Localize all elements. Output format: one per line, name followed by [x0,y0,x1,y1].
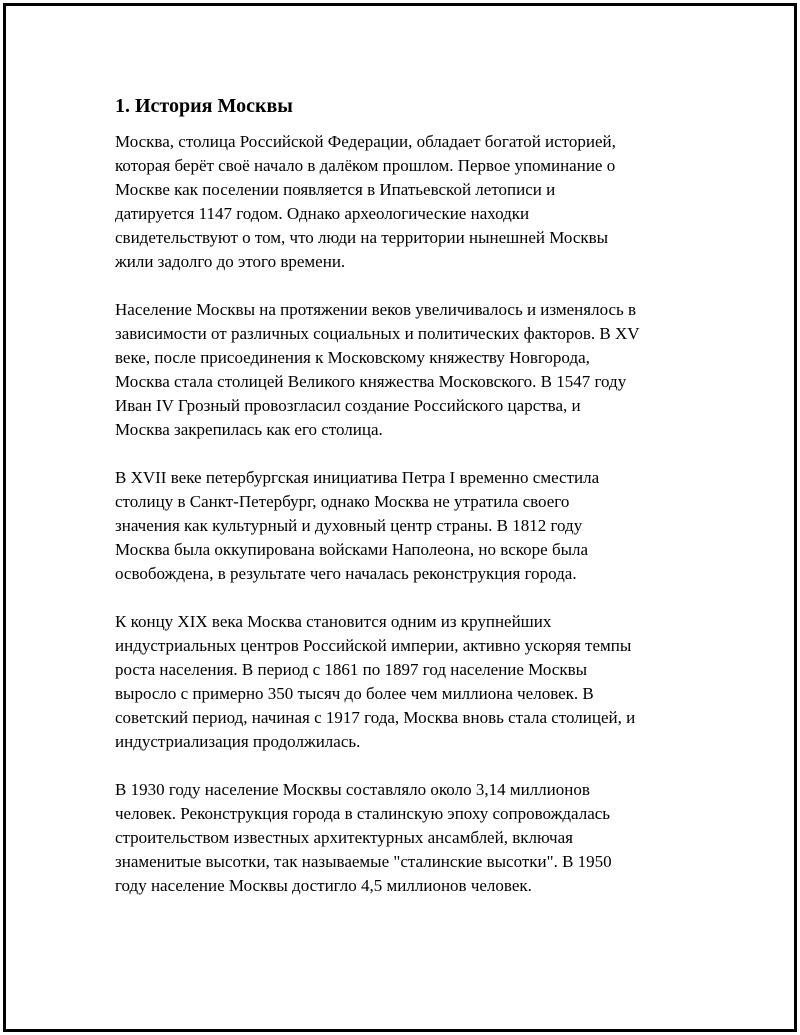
text-line: зависимости от различных социальных и политических факторов. В XV [115,324,640,343]
paragraph-2 [115,298,695,442]
paragraph-1 [115,130,695,274]
text-line: столицу в Санкт-Петербург, однако Москва не утратила своего [115,492,570,511]
section-heading: 1. История Москвы [115,95,293,117]
text-line: Москва, столица Российской Федерации, обладает богатой историей, [115,132,616,151]
paragraph-5 [115,778,695,898]
text-line: году население Москвы достигло 4,5 миллионов человек. [115,876,532,895]
text-line: Москва стала столицей Великого княжества Московского. В 1547 году [115,372,627,391]
text-line: Москва была оккупирована войсками Наполеона, но вскоре была [115,540,589,559]
text-line: значения как культурный и духовный центр страны. В 1812 году [115,516,583,535]
paragraph-3 [115,466,695,586]
text-line: знаменитые высотки, так называемые "сталинские высотки". В 1950 [115,852,612,871]
text-line: индустриальных центров Российской империи, активно ускоряя темпы [115,636,632,655]
text-line: освобождена, в результате чего началась реконструкция города. [115,564,577,583]
text-line: строительством известных архитектурных ансамблей, включая [115,828,573,847]
text-line: веке, после присоединения к Московскому княжеству Новгорода, [115,348,590,367]
text-line: советский период, начиная с 1917 года, Москва вновь стала столицей, и [115,708,636,727]
text-line: роста населения. В период с 1861 по 1897 год население Москвы [115,660,588,679]
text-line: индустриализация продолжилась. [115,732,361,751]
text-line: В 1930 году население Москвы составляло около 3,14 миллионов [115,780,590,799]
text-line: жили задолго до этого времени. [115,252,346,271]
text-line: которая берёт своё начало в далёком прошлом. Первое упоминание о [115,156,616,175]
text-line: свидетельствуют о том, что люди на территории нынешней Москвы [115,228,609,247]
text-line: Население Москвы на протяжении веков увеличивалось и изменялось в [115,300,637,319]
text-line: человек. Реконструкция города в сталинскую эпоху сопровождалась [115,804,611,823]
document-body [115,94,695,922]
text-line: выросло с примерно 350 тысяч до более чем миллиона человек. В [115,684,594,703]
paragraph-4 [115,610,695,754]
text-line: Москва закрепилась как его столица. [115,420,383,439]
text-line: В XVII веке петербургская инициатива Петра I временно сместила [115,468,600,487]
text-line: Москве как поселении появляется в Ипатьевской летописи и [115,180,556,199]
text-line: датируется 1147 годом. Однако археологические находки [115,204,530,223]
text-line: Иван IV Грозный провозгласил создание Российского царства, и [115,396,581,415]
text-line: К концу XIX века Москва становится одним из крупнейших [115,612,552,631]
